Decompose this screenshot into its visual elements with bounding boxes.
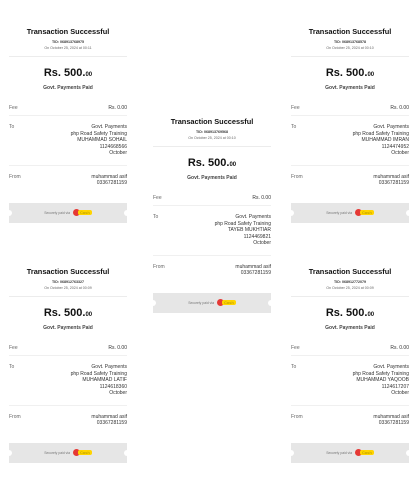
payment-category: Govt. Payments Paid xyxy=(187,174,237,181)
receipt-title: Transaction Successful xyxy=(170,117,254,126)
amount-decimals: 00 xyxy=(367,71,375,78)
from-details xyxy=(91,414,127,427)
from-label: From xyxy=(9,173,21,180)
from-details xyxy=(235,264,271,277)
divider xyxy=(9,56,127,57)
transaction-id: TID: 068912763327 xyxy=(52,279,84,284)
to-line: 1124474952 xyxy=(381,143,409,150)
receipt-card xyxy=(9,268,127,463)
transaction-date: On October 25, 2024 at 00:09 xyxy=(326,286,374,291)
to-row xyxy=(9,364,127,406)
from-row xyxy=(291,414,409,427)
to-line: MUHAMMAD YAQOOB xyxy=(356,377,409,383)
receipt-card xyxy=(291,268,409,463)
from-row xyxy=(291,174,409,187)
jazzcash-logo xyxy=(73,449,92,456)
transaction-id: TID: 068912772079 xyxy=(334,279,366,284)
transaction-date: On October 25, 2024 at 00:10 xyxy=(188,136,236,141)
jazzcash-logo xyxy=(355,449,374,456)
fee-value: Rs. 0.00 xyxy=(390,344,409,351)
to-details xyxy=(353,364,409,397)
to-line: MUHAMMAD SOHAIL xyxy=(77,137,127,143)
fee-row xyxy=(9,105,127,117)
receipt-title: Transaction Successful xyxy=(26,267,110,276)
receipt-title: Transaction Successful xyxy=(308,27,392,36)
to-details xyxy=(71,364,127,397)
to-line: October xyxy=(109,390,127,396)
transaction-id: TID: 068913769568 xyxy=(196,129,228,134)
receipt-card xyxy=(291,28,409,223)
jazzcash-logo xyxy=(355,209,374,216)
from-label: From xyxy=(153,263,165,270)
divider xyxy=(9,296,127,297)
to-line: php Road Safety Training xyxy=(70,370,127,377)
from-details xyxy=(91,174,127,187)
to-row xyxy=(291,124,409,166)
amount-main: Rs. 500. xyxy=(43,66,86,79)
to-line: Govt. Payments xyxy=(91,364,127,370)
fee-value: Rs. 0.00 xyxy=(252,194,271,201)
from-name: muhammad asif xyxy=(91,173,127,180)
payment-category: Govt. Payments Paid xyxy=(43,324,93,331)
receipt-card xyxy=(9,28,127,223)
to-line: php Road Safety Training xyxy=(352,130,409,137)
from-label: From xyxy=(291,413,303,420)
to-line: Govt. Payments xyxy=(91,124,127,130)
to-line: October xyxy=(391,390,409,396)
to-label: To xyxy=(9,364,15,370)
to-line: 1124668566 xyxy=(99,143,127,150)
logo-text: Cash xyxy=(224,300,234,305)
fee-label: Fee xyxy=(153,194,162,201)
to-line: php Road Safety Training xyxy=(214,220,271,227)
to-line: 1124617207 xyxy=(381,383,409,390)
to-line: 1124469821 xyxy=(243,233,271,240)
fee-row xyxy=(291,105,409,117)
from-details xyxy=(373,414,409,427)
amount-decimals: 00 xyxy=(85,71,93,78)
receipt-title: Transaction Successful xyxy=(26,27,110,36)
from-phone: 03367281159 xyxy=(96,420,127,426)
to-line: Govt. Payments xyxy=(373,124,409,130)
from-phone: 03367281159 xyxy=(240,270,271,276)
amount-decimals: 00 xyxy=(367,311,375,318)
from-name: muhammad asif xyxy=(373,413,409,420)
to-line: php Road Safety Training xyxy=(352,370,409,377)
to-line: TAYEB MUKHTIAR xyxy=(227,227,271,233)
from-row xyxy=(153,264,271,277)
from-phone: 03367281159 xyxy=(378,180,409,186)
logo-text: Cash xyxy=(80,210,90,215)
amount-main: Rs. 500. xyxy=(325,66,368,79)
transaction-id: TID: 068913768975 xyxy=(52,39,84,44)
transaction-date: On October 25, 2024 at 00:09 xyxy=(44,286,92,291)
receipt-footer xyxy=(9,443,127,463)
secured-text: Securely paid via xyxy=(326,210,353,215)
secured-text: Securely paid via xyxy=(44,450,71,455)
logo-text: Cash xyxy=(362,210,372,215)
to-line: Govt. Payments xyxy=(235,214,271,220)
fee-label: Fee xyxy=(291,344,300,351)
divider xyxy=(291,296,409,297)
amount-decimals: 00 xyxy=(229,161,237,168)
from-phone: 03367281159 xyxy=(378,420,409,426)
payment-category: Govt. Payments Paid xyxy=(43,84,93,91)
from-row xyxy=(9,174,127,187)
fee-label: Fee xyxy=(291,104,300,111)
payment-category: Govt. Payments Paid xyxy=(325,324,375,331)
receipt-footer xyxy=(291,203,409,223)
secured-text: Securely paid via xyxy=(326,450,353,455)
amount-main: Rs. 500. xyxy=(187,156,230,169)
fee-value: Rs. 0.00 xyxy=(390,104,409,111)
from-details xyxy=(373,174,409,187)
fee-row xyxy=(9,345,127,357)
to-details xyxy=(71,124,127,157)
transaction-date: On October 25, 2024 at 00:10 xyxy=(326,46,374,51)
to-line: October xyxy=(253,240,271,246)
amount-decimals: 00 xyxy=(85,311,93,318)
to-row xyxy=(291,364,409,406)
divider xyxy=(153,146,271,147)
from-name: muhammad asif xyxy=(373,173,409,180)
from-label: From xyxy=(291,173,303,180)
amount xyxy=(291,64,409,80)
to-details xyxy=(353,124,409,157)
from-phone: 03367281159 xyxy=(96,180,127,186)
receipt-footer xyxy=(153,293,271,313)
fee-value: Rs. 0.00 xyxy=(108,104,127,111)
from-row xyxy=(9,414,127,427)
to-row xyxy=(153,214,271,256)
fee-label: Fee xyxy=(9,104,18,111)
to-label: To xyxy=(291,124,297,130)
to-line: Govt. Payments xyxy=(373,364,409,370)
logo-text: Cash xyxy=(362,450,372,455)
from-name: muhammad asif xyxy=(235,263,271,270)
receipt-footer xyxy=(291,443,409,463)
logo-text: Cash xyxy=(80,450,90,455)
to-label: To xyxy=(153,214,159,220)
to-line: 1124618360 xyxy=(99,383,127,390)
to-details xyxy=(215,214,271,247)
to-line: php Road Safety Training xyxy=(70,130,127,137)
receipt-footer xyxy=(9,203,127,223)
payment-category: Govt. Payments Paid xyxy=(325,84,375,91)
to-line: MUHAMMAD LATIF xyxy=(82,377,127,383)
amount xyxy=(9,64,127,80)
jazzcash-logo xyxy=(217,299,236,306)
amount-main: Rs. 500. xyxy=(43,306,86,319)
to-row xyxy=(9,124,127,166)
amount xyxy=(153,154,271,170)
secured-text: Securely paid via xyxy=(44,210,71,215)
secured-text: Securely paid via xyxy=(188,300,215,305)
fee-row xyxy=(291,345,409,357)
jazzcash-logo xyxy=(73,209,92,216)
fee-label: Fee xyxy=(9,344,18,351)
amount xyxy=(9,304,127,320)
receipt-title: Transaction Successful xyxy=(308,267,392,276)
amount-main: Rs. 500. xyxy=(325,306,368,319)
to-line: MUHAMMAD IMRAN xyxy=(361,137,409,143)
transaction-date: On October 25, 2024 at 00:11 xyxy=(44,46,92,51)
transaction-id: TID: 068913768578 xyxy=(334,39,366,44)
to-line: October xyxy=(391,150,409,156)
receipt-card xyxy=(153,118,271,313)
to-label: To xyxy=(9,124,15,130)
divider xyxy=(291,56,409,57)
fee-value: Rs. 0.00 xyxy=(108,344,127,351)
to-label: To xyxy=(291,364,297,370)
fee-row xyxy=(153,195,271,207)
from-name: muhammad asif xyxy=(91,413,127,420)
amount xyxy=(291,304,409,320)
to-line: October xyxy=(109,150,127,156)
from-label: From xyxy=(9,413,21,420)
